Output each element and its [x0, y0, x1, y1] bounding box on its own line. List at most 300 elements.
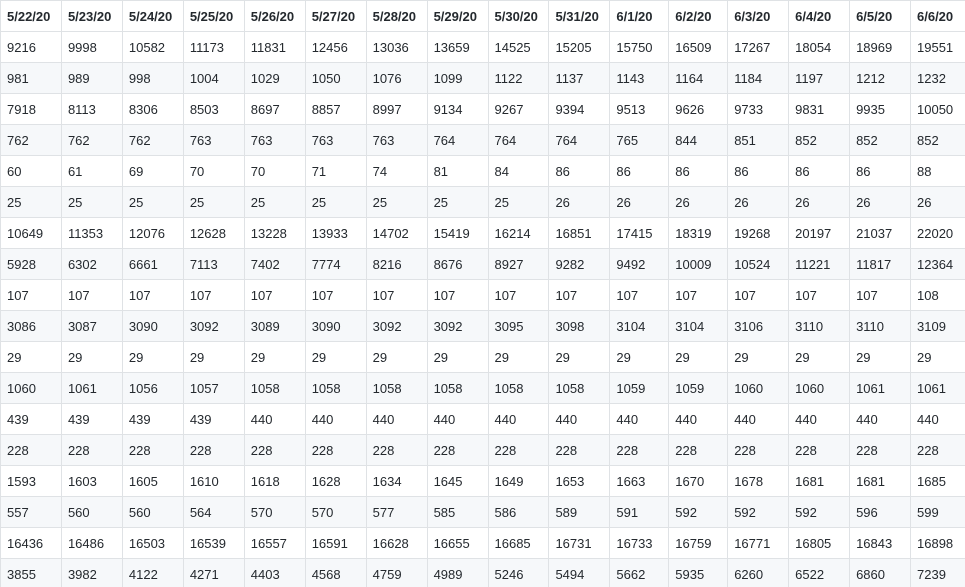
table-cell: 589	[549, 497, 610, 528]
table-cell: 440	[427, 404, 488, 435]
table-cell: 1137	[549, 63, 610, 94]
table-row	[1, 63, 965, 94]
table-cell: 29	[122, 342, 183, 373]
table-cell: 16759	[669, 528, 728, 559]
table-cell: 7239	[911, 559, 965, 587]
table-cell: 3098	[549, 311, 610, 342]
table-cell: 107	[183, 280, 244, 311]
table-cell: 16843	[850, 528, 911, 559]
table-cell: 107	[669, 280, 728, 311]
table-cell: 29	[911, 342, 965, 373]
table-cell: 10649	[1, 218, 62, 249]
table-cell: 86	[669, 156, 728, 187]
table-cell: 69	[122, 156, 183, 187]
table-cell: 25	[366, 187, 427, 218]
table-cell: 764	[427, 125, 488, 156]
table-cell: 25	[488, 187, 549, 218]
table-cell: 29	[789, 342, 850, 373]
table-cell: 1056	[122, 373, 183, 404]
table-cell: 15205	[549, 32, 610, 63]
table-cell: 1058	[549, 373, 610, 404]
table-cell: 107	[610, 280, 669, 311]
table-cell: 15750	[610, 32, 669, 63]
table-cell: 29	[1, 342, 62, 373]
table-cell: 585	[427, 497, 488, 528]
table-cell: 25	[427, 187, 488, 218]
table-cell: 3090	[305, 311, 366, 342]
table-cell: 107	[728, 280, 789, 311]
table-cell: 3104	[669, 311, 728, 342]
table-cell: 981	[1, 63, 62, 94]
table-cell: 3092	[366, 311, 427, 342]
table-cell: 4122	[122, 559, 183, 587]
column-header: 5/27/20	[305, 1, 366, 32]
table-cell: 762	[61, 125, 122, 156]
table-cell: 228	[244, 435, 305, 466]
table-cell: 16898	[911, 528, 965, 559]
table-row	[1, 249, 965, 280]
table-cell: 86	[789, 156, 850, 187]
table-cell: 3104	[610, 311, 669, 342]
table-cell: 70	[244, 156, 305, 187]
table-cell: 7774	[305, 249, 366, 280]
table-cell: 16503	[122, 528, 183, 559]
table-cell: 1060	[1, 373, 62, 404]
table-row	[1, 559, 965, 587]
table-cell: 1681	[789, 466, 850, 497]
table-cell: 107	[61, 280, 122, 311]
table-row	[1, 342, 965, 373]
table-cell: 13036	[366, 32, 427, 63]
column-header: 6/3/20	[728, 1, 789, 32]
table-cell: 16214	[488, 218, 549, 249]
table-cell: 3090	[122, 311, 183, 342]
table-cell: 61	[61, 156, 122, 187]
table-cell: 1164	[669, 63, 728, 94]
table-cell: 107	[122, 280, 183, 311]
table-cell: 107	[305, 280, 366, 311]
table-row	[1, 156, 965, 187]
table-cell: 107	[789, 280, 850, 311]
table-cell: 107	[1, 280, 62, 311]
table-cell: 16436	[1, 528, 62, 559]
table-cell: 29	[850, 342, 911, 373]
column-header: 5/31/20	[549, 1, 610, 32]
table-cell: 852	[850, 125, 911, 156]
table-cell: 1184	[728, 63, 789, 94]
table-cell: 228	[669, 435, 728, 466]
column-header: 6/6/20	[911, 1, 965, 32]
table-cell: 1663	[610, 466, 669, 497]
table-cell: 29	[427, 342, 488, 373]
table-cell: 1058	[427, 373, 488, 404]
table-cell: 1605	[122, 466, 183, 497]
table-cell: 440	[669, 404, 728, 435]
table-cell: 25	[1, 187, 62, 218]
table-cell: 20197	[789, 218, 850, 249]
table-cell: 86	[728, 156, 789, 187]
table-cell: 12456	[305, 32, 366, 63]
table-cell: 3855	[1, 559, 62, 587]
table-cell: 557	[1, 497, 62, 528]
table-cell: 11817	[850, 249, 911, 280]
table-cell: 15419	[427, 218, 488, 249]
table-cell: 9513	[610, 94, 669, 125]
table-cell: 228	[610, 435, 669, 466]
table-cell: 1197	[789, 63, 850, 94]
table-cell: 852	[911, 125, 965, 156]
table-cell: 6661	[122, 249, 183, 280]
column-header: 5/24/20	[122, 1, 183, 32]
table-cell: 844	[669, 125, 728, 156]
table-cell: 71	[305, 156, 366, 187]
table-cell: 228	[789, 435, 850, 466]
table-cell: 8306	[122, 94, 183, 125]
column-header: 6/5/20	[850, 1, 911, 32]
table-cell: 228	[366, 435, 427, 466]
table-cell: 29	[61, 342, 122, 373]
table-cell: 81	[427, 156, 488, 187]
table-cell: 29	[366, 342, 427, 373]
table-body	[1, 32, 965, 587]
table-cell: 25	[183, 187, 244, 218]
table-cell: 19268	[728, 218, 789, 249]
table-cell: 7918	[1, 94, 62, 125]
table-cell: 1649	[488, 466, 549, 497]
table-cell: 26	[789, 187, 850, 218]
table-cell: 764	[488, 125, 549, 156]
table-cell: 228	[1, 435, 62, 466]
table-cell: 11353	[61, 218, 122, 249]
table-cell: 3086	[1, 311, 62, 342]
table-cell: 564	[183, 497, 244, 528]
table-cell: 1059	[669, 373, 728, 404]
table-cell: 3089	[244, 311, 305, 342]
table-cell: 29	[728, 342, 789, 373]
table-cell: 13659	[427, 32, 488, 63]
table-cell: 107	[366, 280, 427, 311]
table-cell: 763	[366, 125, 427, 156]
table-cell: 26	[610, 187, 669, 218]
table-cell: 1058	[244, 373, 305, 404]
table-cell: 86	[850, 156, 911, 187]
table-cell: 852	[789, 125, 850, 156]
table-cell: 29	[669, 342, 728, 373]
table-cell: 29	[488, 342, 549, 373]
table-cell: 440	[911, 404, 965, 435]
table-cell: 29	[305, 342, 366, 373]
table-cell: 8697	[244, 94, 305, 125]
table-cell: 1029	[244, 63, 305, 94]
table-cell: 1059	[610, 373, 669, 404]
table-cell: 9134	[427, 94, 488, 125]
table-cell: 1143	[610, 63, 669, 94]
table-cell: 26	[911, 187, 965, 218]
table-cell: 1060	[728, 373, 789, 404]
column-header: 5/22/20	[1, 1, 62, 32]
table-cell: 7113	[183, 249, 244, 280]
table-row	[1, 125, 965, 156]
table-cell: 1681	[850, 466, 911, 497]
table-cell: 26	[549, 187, 610, 218]
table-cell: 10524	[728, 249, 789, 280]
header-row	[1, 1, 965, 32]
table-cell: 1634	[366, 466, 427, 497]
table-cell: 1004	[183, 63, 244, 94]
table-cell: 4759	[366, 559, 427, 587]
table-cell: 1610	[183, 466, 244, 497]
table-cell: 1122	[488, 63, 549, 94]
table-cell: 86	[549, 156, 610, 187]
table-row	[1, 32, 965, 63]
table-cell: 763	[305, 125, 366, 156]
table-cell: 16805	[789, 528, 850, 559]
table-cell: 1061	[850, 373, 911, 404]
table-cell: 570	[305, 497, 366, 528]
table-cell: 8113	[61, 94, 122, 125]
table-cell: 577	[366, 497, 427, 528]
table-cell: 998	[122, 63, 183, 94]
table-row	[1, 280, 965, 311]
table-cell: 440	[728, 404, 789, 435]
table-cell: 5246	[488, 559, 549, 587]
table-cell: 10050	[911, 94, 965, 125]
table-cell: 1628	[305, 466, 366, 497]
table-cell: 560	[122, 497, 183, 528]
table-cell: 25	[244, 187, 305, 218]
table-cell: 11831	[244, 32, 305, 63]
table-cell: 26	[669, 187, 728, 218]
table-cell: 9626	[669, 94, 728, 125]
table-cell: 25	[305, 187, 366, 218]
table-cell: 440	[789, 404, 850, 435]
table-cell: 1653	[549, 466, 610, 497]
table-cell: 107	[850, 280, 911, 311]
table-cell: 9492	[610, 249, 669, 280]
table-cell: 440	[549, 404, 610, 435]
table-cell: 560	[61, 497, 122, 528]
table-cell: 16557	[244, 528, 305, 559]
table-cell: 851	[728, 125, 789, 156]
table-cell: 228	[305, 435, 366, 466]
table-cell: 16591	[305, 528, 366, 559]
table-cell: 440	[488, 404, 549, 435]
table-cell: 22020	[911, 218, 965, 249]
table-cell: 25	[61, 187, 122, 218]
table-cell: 13933	[305, 218, 366, 249]
table-cell: 17415	[610, 218, 669, 249]
table-cell: 228	[911, 435, 965, 466]
column-header: 5/28/20	[366, 1, 427, 32]
table-cell: 12076	[122, 218, 183, 249]
table-cell: 440	[366, 404, 427, 435]
table-cell: 3982	[61, 559, 122, 587]
table-row	[1, 528, 965, 559]
table-cell: 14525	[488, 32, 549, 63]
table-cell: 26	[850, 187, 911, 218]
table-cell: 1212	[850, 63, 911, 94]
table-cell: 9216	[1, 32, 62, 63]
table-cell: 762	[1, 125, 62, 156]
table-cell: 3087	[61, 311, 122, 342]
table-cell: 10582	[122, 32, 183, 63]
table-cell: 5494	[549, 559, 610, 587]
table-cell: 5935	[669, 559, 728, 587]
table-cell: 25	[122, 187, 183, 218]
table-cell: 8216	[366, 249, 427, 280]
table-cell: 84	[488, 156, 549, 187]
table-cell: 16486	[61, 528, 122, 559]
table-cell: 228	[549, 435, 610, 466]
table-cell: 107	[488, 280, 549, 311]
table-cell: 9267	[488, 94, 549, 125]
table-cell: 1061	[911, 373, 965, 404]
table-cell: 16628	[366, 528, 427, 559]
table-row	[1, 187, 965, 218]
table-cell: 9831	[789, 94, 850, 125]
table-cell: 18319	[669, 218, 728, 249]
table-cell: 3109	[911, 311, 965, 342]
table-cell: 591	[610, 497, 669, 528]
table-cell: 107	[427, 280, 488, 311]
table-cell: 4568	[305, 559, 366, 587]
table-cell: 592	[789, 497, 850, 528]
table-cell: 70	[183, 156, 244, 187]
table-cell: 228	[488, 435, 549, 466]
table-cell: 764	[549, 125, 610, 156]
table-cell: 12628	[183, 218, 244, 249]
column-header: 6/4/20	[789, 1, 850, 32]
table-cell: 16685	[488, 528, 549, 559]
table-cell: 765	[610, 125, 669, 156]
table-cell: 16539	[183, 528, 244, 559]
table-cell: 599	[911, 497, 965, 528]
table-cell: 1645	[427, 466, 488, 497]
table-cell: 1670	[669, 466, 728, 497]
table-cell: 439	[183, 404, 244, 435]
table-row	[1, 435, 965, 466]
table-cell: 1099	[427, 63, 488, 94]
table-cell: 26	[728, 187, 789, 218]
table-cell: 1603	[61, 466, 122, 497]
table-cell: 3110	[789, 311, 850, 342]
table-cell: 570	[244, 497, 305, 528]
table-cell: 1060	[789, 373, 850, 404]
table-cell: 439	[122, 404, 183, 435]
table-cell: 6522	[789, 559, 850, 587]
table-cell: 6260	[728, 559, 789, 587]
table-cell: 1058	[305, 373, 366, 404]
column-header: 6/1/20	[610, 1, 669, 32]
table-cell: 12364	[911, 249, 965, 280]
table-cell: 10009	[669, 249, 728, 280]
table-cell: 19551	[911, 32, 965, 63]
table-cell: 586	[488, 497, 549, 528]
table-cell: 74	[366, 156, 427, 187]
column-header: 5/25/20	[183, 1, 244, 32]
table-cell: 16509	[669, 32, 728, 63]
table-cell: 8676	[427, 249, 488, 280]
table-cell: 440	[305, 404, 366, 435]
table-cell: 3095	[488, 311, 549, 342]
table-cell: 763	[244, 125, 305, 156]
table-cell: 5662	[610, 559, 669, 587]
table-cell: 440	[610, 404, 669, 435]
table-cell: 8503	[183, 94, 244, 125]
table-cell: 228	[850, 435, 911, 466]
table-cell: 5928	[1, 249, 62, 280]
table-cell: 8997	[366, 94, 427, 125]
table-cell: 11173	[183, 32, 244, 63]
table-row	[1, 466, 965, 497]
column-header: 5/23/20	[61, 1, 122, 32]
table-cell: 86	[610, 156, 669, 187]
column-header: 6/2/20	[669, 1, 728, 32]
table-cell: 107	[244, 280, 305, 311]
table-cell: 107	[549, 280, 610, 311]
table-cell: 9282	[549, 249, 610, 280]
table-cell: 16733	[610, 528, 669, 559]
table-cell: 228	[183, 435, 244, 466]
column-header: 5/30/20	[488, 1, 549, 32]
table-cell: 440	[850, 404, 911, 435]
table-cell: 1058	[488, 373, 549, 404]
table-cell: 3092	[183, 311, 244, 342]
table-cell: 108	[911, 280, 965, 311]
column-header: 5/29/20	[427, 1, 488, 32]
table-cell: 18969	[850, 32, 911, 63]
table-cell: 29	[549, 342, 610, 373]
table-cell: 29	[183, 342, 244, 373]
table-cell: 6860	[850, 559, 911, 587]
table-cell: 6302	[61, 249, 122, 280]
table-cell: 1232	[911, 63, 965, 94]
table-cell: 16655	[427, 528, 488, 559]
table-cell: 3110	[850, 311, 911, 342]
table-cell: 1076	[366, 63, 427, 94]
table-cell: 592	[669, 497, 728, 528]
table-cell: 1061	[61, 373, 122, 404]
table-cell: 592	[728, 497, 789, 528]
table-cell: 989	[61, 63, 122, 94]
table-cell: 228	[122, 435, 183, 466]
table-cell: 88	[911, 156, 965, 187]
table-cell: 17267	[728, 32, 789, 63]
table-cell: 9935	[850, 94, 911, 125]
table-cell: 60	[1, 156, 62, 187]
table-cell: 596	[850, 497, 911, 528]
table-cell: 3092	[427, 311, 488, 342]
table-cell: 1593	[1, 466, 62, 497]
table-cell: 3106	[728, 311, 789, 342]
table-cell: 1685	[911, 466, 965, 497]
table-cell: 29	[244, 342, 305, 373]
table-row	[1, 94, 965, 125]
table-cell: 7402	[244, 249, 305, 280]
table-row	[1, 311, 965, 342]
table-cell: 8857	[305, 94, 366, 125]
table-cell: 21037	[850, 218, 911, 249]
table-cell: 11221	[789, 249, 850, 280]
table-cell: 14702	[366, 218, 427, 249]
table-cell: 440	[244, 404, 305, 435]
table-cell: 13228	[244, 218, 305, 249]
table-cell: 16851	[549, 218, 610, 249]
table-cell: 4989	[427, 559, 488, 587]
table-cell: 1050	[305, 63, 366, 94]
table-cell: 1678	[728, 466, 789, 497]
table-cell: 18054	[789, 32, 850, 63]
